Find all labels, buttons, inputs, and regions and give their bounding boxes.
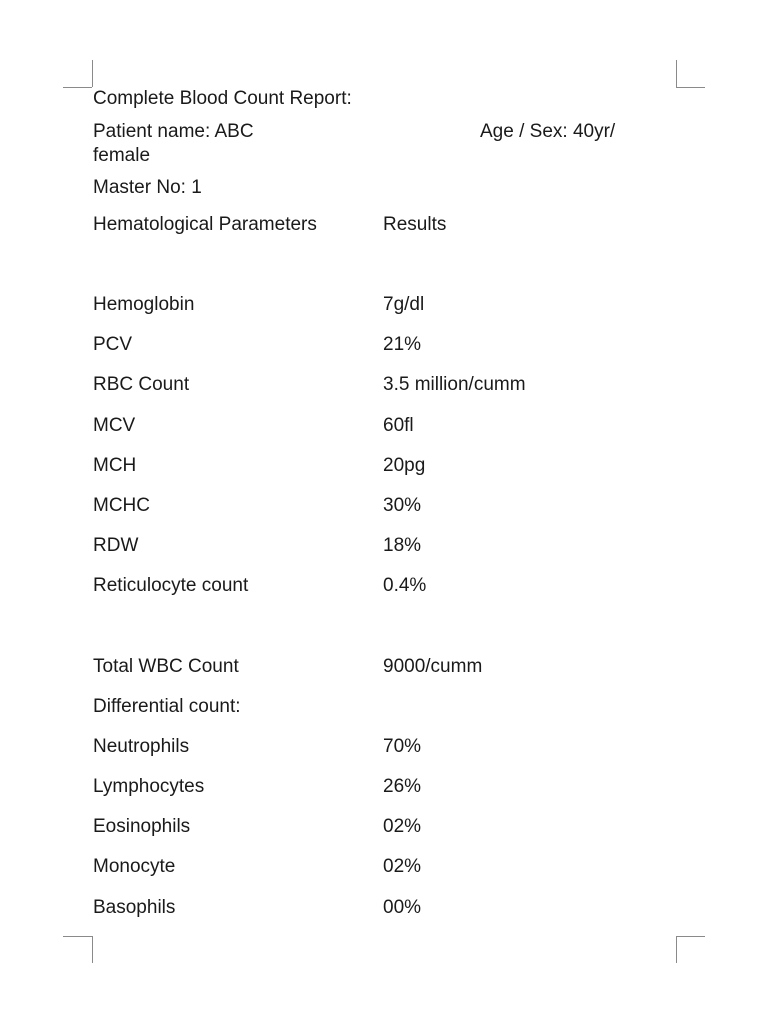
- param-value: 26%: [383, 776, 422, 797]
- param-label: Hemoglobin: [93, 294, 195, 315]
- age-sex: Age / Sex: 40yr/: [480, 121, 616, 142]
- param-value: 00%: [383, 897, 422, 918]
- param-label: PCV: [93, 334, 133, 355]
- param-label: MCHC: [93, 495, 150, 516]
- param-value: 18%: [383, 535, 422, 556]
- report-title: Complete Blood Count Report:: [93, 88, 352, 109]
- param-value: 02%: [383, 856, 422, 877]
- param-value: 0.4%: [383, 575, 427, 596]
- param-value: 3.5 million/cumm: [383, 374, 526, 395]
- param-label: MCH: [93, 455, 137, 476]
- param-label: Total WBC Count: [93, 656, 239, 677]
- crop-mark-bottom-left-v: [92, 936, 93, 963]
- crop-mark-top-left-v: [92, 60, 93, 87]
- param-label: Reticulocyte count: [93, 575, 249, 596]
- param-value: 21%: [383, 334, 422, 355]
- param-value: 60fl: [383, 415, 414, 436]
- column-header-results: Results: [383, 214, 447, 235]
- crop-mark-top-right-h: [676, 87, 705, 88]
- param-label: RDW: [93, 535, 139, 556]
- crop-mark-top-left-h: [63, 87, 92, 88]
- age-sex-continuation: female: [93, 145, 151, 166]
- param-value: 9000/cumm: [383, 656, 483, 677]
- param-label: RBC Count: [93, 374, 190, 395]
- param-label: Eosinophils: [93, 816, 191, 837]
- param-value: 02%: [383, 816, 422, 837]
- crop-mark-bottom-right-v: [676, 936, 677, 963]
- column-header-parameters: Hematological Parameters: [93, 214, 317, 235]
- crop-mark-bottom-left-h: [63, 936, 92, 937]
- param-value: 70%: [383, 736, 422, 757]
- param-label: MCV: [93, 415, 136, 436]
- crop-mark-top-right-v: [676, 60, 677, 87]
- param-label: Monocyte: [93, 856, 176, 877]
- param-label: Neutrophils: [93, 736, 190, 757]
- param-value: 30%: [383, 495, 422, 516]
- param-label: Basophils: [93, 897, 176, 918]
- patient-name: Patient name: ABC: [93, 121, 254, 142]
- param-value: 7g/dl: [383, 294, 425, 315]
- param-label: Lymphocytes: [93, 776, 205, 797]
- differential-count-label: Differential count:: [93, 696, 241, 717]
- master-number: Master No: 1: [93, 177, 202, 198]
- param-value: 20pg: [383, 455, 426, 476]
- crop-mark-bottom-right-h: [676, 936, 705, 937]
